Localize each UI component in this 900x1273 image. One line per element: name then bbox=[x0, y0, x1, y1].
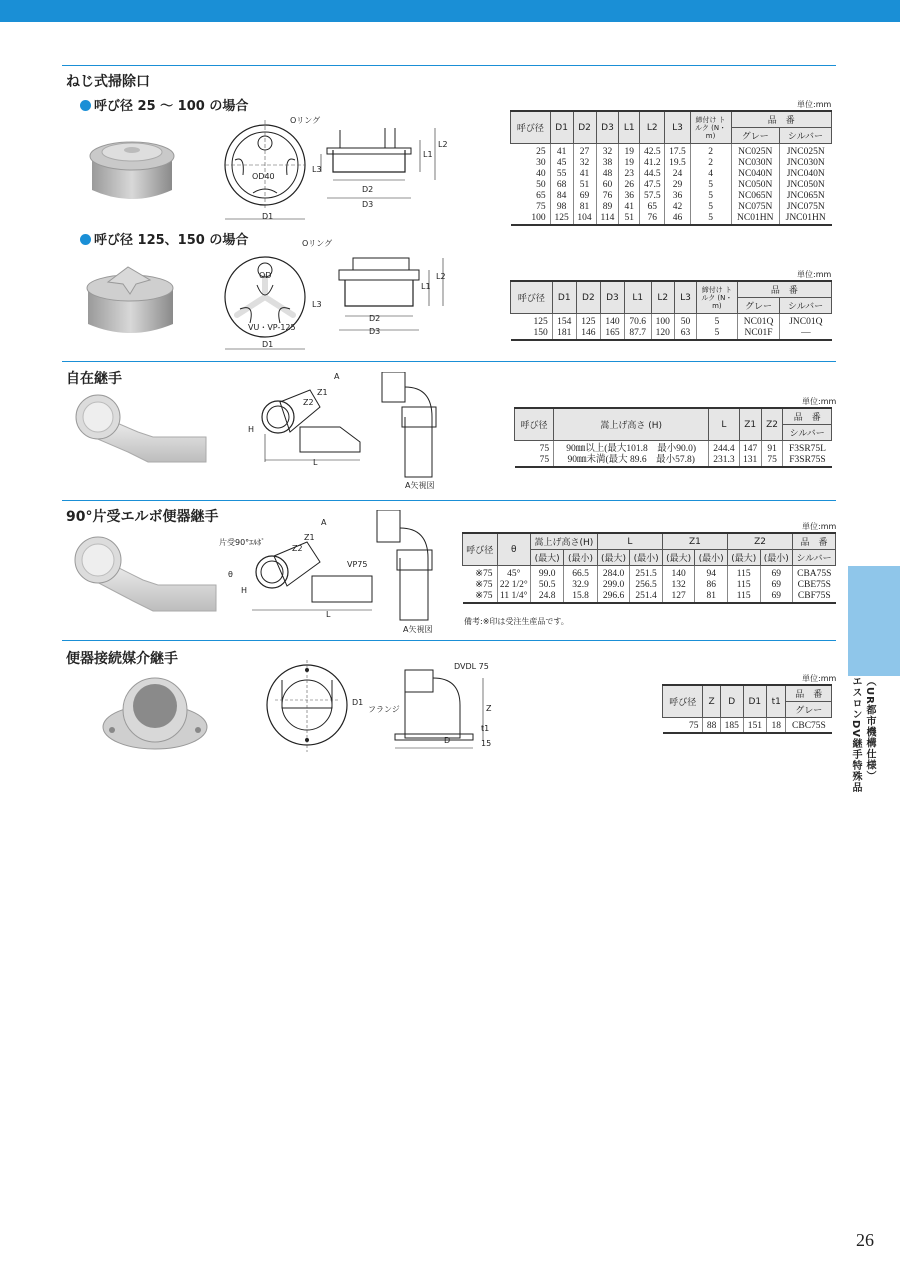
table-cell: 55 bbox=[550, 169, 573, 180]
table-cell: 94 bbox=[695, 566, 728, 581]
th-l3: L3 bbox=[675, 281, 697, 314]
table-cell: — bbox=[780, 328, 832, 340]
th-d1: D1 bbox=[743, 685, 766, 718]
free-joint-drawing bbox=[240, 372, 460, 487]
label-theta: θ bbox=[228, 570, 233, 579]
table-cell: 76 bbox=[596, 191, 619, 202]
th-silver: シルバー bbox=[783, 425, 832, 441]
table-cell: 75 bbox=[539, 455, 550, 465]
table-cell: 68 bbox=[550, 180, 573, 191]
table-cell: 47.5 bbox=[640, 180, 665, 191]
subtitle-25-100 bbox=[80, 95, 248, 114]
table-cell: 38 bbox=[596, 158, 619, 169]
label-oring-1: Oリング bbox=[290, 116, 321, 125]
table-cell: JNC040N bbox=[779, 169, 831, 180]
label-h-1: H bbox=[248, 425, 255, 434]
table-cell: 132 bbox=[662, 580, 695, 591]
table-cell: 18 bbox=[767, 718, 786, 734]
table-row bbox=[511, 144, 832, 159]
th-d: D bbox=[720, 685, 743, 718]
table-cell: 75 bbox=[539, 444, 550, 454]
table-cell: 2 bbox=[690, 158, 731, 169]
table-row bbox=[511, 314, 832, 329]
label-l-2: L bbox=[326, 610, 331, 619]
table-cell: 41 bbox=[573, 169, 596, 180]
th-height: 嵩上げ高さ(H) bbox=[530, 533, 597, 550]
table-cell: 15.8 bbox=[564, 591, 597, 603]
th-d3: D3 bbox=[596, 111, 619, 144]
th-l3: L3 bbox=[665, 111, 690, 144]
table-cell: ※75 bbox=[475, 591, 493, 601]
table-cell: 89 bbox=[596, 202, 619, 213]
table-cell: 50 bbox=[675, 314, 697, 329]
th-z2: Z2 bbox=[727, 533, 792, 550]
table-cell: 24 bbox=[665, 169, 690, 180]
table-cell: 65 bbox=[640, 202, 665, 213]
table-cell: 45 bbox=[550, 158, 573, 169]
table-row bbox=[515, 455, 832, 467]
th-d1: D1 bbox=[552, 281, 576, 314]
table-cell: 50 bbox=[536, 180, 546, 190]
table-cell: JNC075N bbox=[779, 202, 831, 213]
table-cell: 296.6 bbox=[597, 591, 630, 603]
label-d1-b: D1 bbox=[262, 340, 274, 349]
table-cell: 75 bbox=[761, 455, 783, 467]
table-cell: 19 bbox=[619, 144, 640, 159]
th-torque: 締付け トルク (N・m) bbox=[696, 281, 737, 314]
table-cell: 69 bbox=[760, 580, 793, 591]
th-part: 品 番 bbox=[783, 408, 832, 425]
table-cell: 41.2 bbox=[640, 158, 665, 169]
table-cell: 151 bbox=[743, 718, 766, 734]
table-cell: NC01HN bbox=[731, 213, 779, 225]
table-cell: 284.0 bbox=[597, 566, 630, 581]
th-nominal: 呼び径 bbox=[515, 408, 554, 441]
table-cell: 165 bbox=[600, 328, 624, 340]
table-cell: 81 bbox=[695, 591, 728, 603]
table-cell: 140 bbox=[600, 314, 624, 329]
table-cell: 5 bbox=[690, 213, 731, 225]
table-cell: 100 bbox=[651, 314, 675, 329]
table-cell: 60 bbox=[596, 180, 619, 191]
table-cell: ※75 bbox=[475, 580, 493, 590]
th-part: 品 番 bbox=[793, 533, 836, 550]
th-max: (最大) bbox=[530, 550, 563, 566]
table-cell: 26 bbox=[619, 180, 640, 191]
unit-label: 単位:mm bbox=[802, 674, 837, 683]
subtitle-text: 呼び径 125、150 の場合 bbox=[94, 233, 249, 248]
th-d1: D1 bbox=[550, 111, 573, 144]
table-cell: 127 bbox=[662, 591, 695, 603]
table-row bbox=[463, 580, 836, 591]
label-d2-a: D2 bbox=[362, 185, 374, 194]
label-z2-1: Z2 bbox=[303, 398, 314, 407]
table-cell: 30 bbox=[536, 158, 546, 168]
side-tab-subtitle: （UR都市機構仕様） bbox=[864, 676, 875, 782]
table-cell: 46 bbox=[665, 213, 690, 225]
table-cell: 181 bbox=[552, 328, 576, 340]
table-cell: 86 bbox=[695, 580, 728, 591]
table-cell: 5 bbox=[690, 191, 731, 202]
table-cell: 24.8 bbox=[530, 591, 563, 603]
table-cell: 84 bbox=[550, 191, 573, 202]
table-cell: 44.5 bbox=[640, 169, 665, 180]
table-cell: 69 bbox=[760, 591, 793, 603]
label-vp75: VP75 bbox=[347, 560, 368, 569]
cleanout-drawing-plan-1 bbox=[215, 115, 320, 225]
table-cell: 5 bbox=[690, 180, 731, 191]
label-l1-a: L1 bbox=[423, 150, 433, 159]
label-d3-a: D3 bbox=[362, 200, 374, 209]
free-joint-table bbox=[514, 407, 832, 468]
label-l2-b: L2 bbox=[436, 272, 446, 281]
section-divider bbox=[62, 500, 836, 501]
label-z2-2: Z2 bbox=[292, 544, 303, 553]
table-cell: 115 bbox=[727, 591, 760, 603]
table-cell: 25 bbox=[536, 147, 546, 157]
toilet-adapter-photo bbox=[100, 672, 210, 757]
table-row bbox=[663, 718, 832, 734]
th-z1: Z1 bbox=[662, 533, 727, 550]
side-tab bbox=[848, 566, 900, 676]
table-cell: 19.5 bbox=[665, 158, 690, 169]
section-title-elbow: 90°片受エルボ便器継手 bbox=[66, 509, 219, 525]
table-cell: 251.4 bbox=[630, 591, 663, 603]
table-cell: 69 bbox=[573, 191, 596, 202]
table-cell: 100 bbox=[531, 213, 546, 223]
free-joint-photo bbox=[68, 392, 208, 472]
table-cell: NC040N bbox=[731, 169, 779, 180]
cleanout-drawing-elevation-2 bbox=[325, 248, 475, 338]
label-l1-b: L1 bbox=[421, 282, 431, 291]
table-cell: CBA75S bbox=[793, 566, 836, 581]
th-nominal: 呼び径 bbox=[663, 685, 703, 718]
th-part: 品 番 bbox=[786, 685, 832, 702]
table-cell: 115 bbox=[727, 566, 760, 581]
table-cell: NC025N bbox=[731, 144, 779, 159]
th-t1: t1 bbox=[767, 685, 786, 718]
th-min: (最小) bbox=[695, 550, 728, 566]
th-z1: Z1 bbox=[739, 408, 761, 441]
th-l2: L2 bbox=[651, 281, 675, 314]
bullet-icon bbox=[80, 100, 91, 111]
table-row bbox=[511, 180, 832, 191]
label-d2-b: D2 bbox=[369, 314, 381, 323]
table-cell: NC065N bbox=[731, 191, 779, 202]
table-cell: 70.6 bbox=[624, 314, 651, 329]
table-cell: NC050N bbox=[731, 180, 779, 191]
table-cell: NC075N bbox=[731, 202, 779, 213]
table-row bbox=[511, 169, 832, 180]
table-cell: JNC01HN bbox=[779, 213, 831, 225]
table-cell: F3SR75S bbox=[783, 455, 832, 467]
table-cell: 131 bbox=[739, 455, 761, 467]
section-title-free-joint: 自在継手 bbox=[66, 371, 122, 387]
th-nominal: 呼び径 bbox=[511, 111, 551, 144]
label-d1-c: D1 bbox=[352, 698, 364, 707]
table-cell: 125 bbox=[576, 314, 600, 329]
table-cell: 32 bbox=[573, 158, 596, 169]
table-cell: 29 bbox=[665, 180, 690, 191]
table-cell: 40 bbox=[536, 169, 546, 179]
table-cell: JNC065N bbox=[779, 191, 831, 202]
table-cell: 125 bbox=[533, 317, 548, 327]
side-tab-title: エスロンDV継手特殊品 bbox=[850, 676, 861, 794]
table-cell: 104 bbox=[573, 213, 596, 225]
table-cell: F3SR75L bbox=[783, 441, 832, 456]
label-z: Z bbox=[486, 704, 492, 713]
table-cell: NC01Q bbox=[737, 314, 779, 329]
table-cell: 65 bbox=[536, 191, 546, 201]
cleanout-table-2 bbox=[510, 280, 832, 341]
table-cell: 27 bbox=[573, 144, 596, 159]
label-h-2: H bbox=[241, 586, 248, 595]
table-cell: 76 bbox=[640, 213, 665, 225]
table-cell: 91 bbox=[761, 441, 783, 456]
section-divider bbox=[62, 65, 836, 66]
elbow-drawing bbox=[232, 510, 462, 630]
th-z: Z bbox=[703, 685, 720, 718]
label-a-2: A bbox=[321, 518, 327, 527]
th-d2: D2 bbox=[573, 111, 596, 144]
elbow-photo bbox=[68, 535, 218, 615]
table-cell: 75 bbox=[536, 202, 546, 212]
table-cell: 2 bbox=[690, 144, 731, 159]
th-gray: グレー bbox=[731, 128, 779, 144]
th-silver: シルバー bbox=[793, 550, 836, 566]
th-z2: Z2 bbox=[761, 408, 783, 441]
table-row bbox=[515, 441, 832, 456]
table-cell: NC030N bbox=[731, 158, 779, 169]
page-number: 26 bbox=[856, 1230, 874, 1250]
label-view-1: A矢視図 bbox=[405, 481, 435, 490]
table-cell: 36 bbox=[619, 191, 640, 202]
label-dvdl: DVDL 75 bbox=[454, 662, 489, 671]
table-cell: 98 bbox=[550, 202, 573, 213]
section-divider bbox=[62, 361, 836, 362]
table-cell: 90㎜以上(最大101.8 最小90.0) bbox=[554, 441, 709, 456]
th-d3: D3 bbox=[600, 281, 624, 314]
table-cell: 41 bbox=[550, 144, 573, 159]
table-row bbox=[511, 202, 832, 213]
table-row bbox=[511, 328, 832, 340]
table-cell: 150 bbox=[533, 328, 548, 338]
table-cell: 11 1/4° bbox=[497, 591, 530, 603]
table-cell: 114 bbox=[596, 213, 619, 225]
table-cell: JNC030N bbox=[779, 158, 831, 169]
label-l3-a: L3 bbox=[312, 165, 322, 174]
label-vu-vp: VU・VP-125 bbox=[248, 323, 296, 332]
table-cell: 69 bbox=[760, 566, 793, 581]
th-min: (最小) bbox=[760, 550, 793, 566]
table-cell: 231.3 bbox=[709, 455, 739, 467]
table-row bbox=[511, 158, 832, 169]
table-cell: 154 bbox=[552, 314, 576, 329]
table-cell: 57.5 bbox=[640, 191, 665, 202]
th-silver: シルバー bbox=[780, 298, 832, 314]
table-cell: NC01F bbox=[737, 328, 779, 340]
label-d1-a: D1 bbox=[262, 212, 274, 221]
th-part: 品 番 bbox=[737, 281, 831, 298]
table-cell: 17.5 bbox=[665, 144, 690, 159]
unit-label: 単位:mm bbox=[797, 100, 832, 109]
table-cell: 51 bbox=[573, 180, 596, 191]
subtitle-text: 呼び径 25 ～ 100 の場合 bbox=[94, 99, 249, 114]
table-cell: 120 bbox=[651, 328, 675, 340]
toilet-adapter-table bbox=[662, 684, 832, 734]
table-cell: 251.5 bbox=[630, 566, 663, 581]
th-max: (最大) bbox=[597, 550, 630, 566]
top-color-bar bbox=[0, 0, 900, 22]
th-gray: グレー bbox=[737, 298, 779, 314]
th-d2: D2 bbox=[576, 281, 600, 314]
unit-label: 単位:mm bbox=[797, 270, 832, 279]
label-a-1: A bbox=[334, 372, 340, 381]
table-cell: 147 bbox=[739, 441, 761, 456]
table-cell: 99.0 bbox=[530, 566, 563, 581]
cleanout-drawing-elevation-1 bbox=[315, 120, 475, 210]
table-cell: 4 bbox=[690, 169, 731, 180]
th-min: (最小) bbox=[630, 550, 663, 566]
th-silver: シルバー bbox=[779, 128, 831, 144]
table-cell: 48 bbox=[596, 169, 619, 180]
label-od40: OD40 bbox=[252, 172, 275, 181]
table-row bbox=[463, 591, 836, 603]
section-divider bbox=[62, 640, 836, 641]
table-cell: 87.7 bbox=[624, 328, 651, 340]
section-title-toilet-adapter: 便器接続媒介継手 bbox=[66, 651, 178, 667]
table-cell: 88 bbox=[703, 718, 720, 734]
table-cell: 66.5 bbox=[564, 566, 597, 581]
table-row bbox=[511, 191, 832, 202]
unit-label: 単位:mm bbox=[802, 522, 837, 531]
table-cell: 23 bbox=[619, 169, 640, 180]
table-cell: 32.9 bbox=[564, 580, 597, 591]
table-cell: JNC050N bbox=[779, 180, 831, 191]
label-od: OD bbox=[259, 271, 272, 280]
table-cell: 90㎜未満(最大 89.6 最小57.8) bbox=[554, 455, 709, 467]
table-cell: 125 bbox=[550, 213, 573, 225]
th-torque: 締付け トルク (N・m) bbox=[690, 111, 731, 144]
cleanout-table-1 bbox=[510, 110, 832, 226]
label-z1-2: Z1 bbox=[304, 533, 315, 542]
table-cell: 22 1/2° bbox=[497, 580, 530, 591]
label-d: D bbox=[444, 736, 451, 745]
bullet-icon bbox=[80, 234, 91, 245]
label-elbow-90: 片受90°ｴﾙﾎﾞ bbox=[219, 538, 266, 547]
table-cell: 5 bbox=[696, 328, 737, 340]
label-view-2: A矢視図 bbox=[403, 625, 433, 634]
th-max: (最大) bbox=[662, 550, 695, 566]
th-max: (最大) bbox=[727, 550, 760, 566]
th-l1: L1 bbox=[619, 111, 640, 144]
table-cell: 32 bbox=[596, 144, 619, 159]
cleanout-photo-large bbox=[78, 262, 183, 342]
th-gray: グレー bbox=[786, 702, 832, 718]
th-l: L bbox=[709, 408, 739, 441]
th-l1: L1 bbox=[624, 281, 651, 314]
table-cell: CBC75S bbox=[786, 718, 832, 734]
table-cell: JNC01Q bbox=[780, 314, 832, 329]
th-l2: L2 bbox=[640, 111, 665, 144]
label-t1: t1 bbox=[481, 724, 490, 733]
th-theta: θ bbox=[497, 533, 530, 566]
table-cell: ※75 bbox=[475, 569, 493, 579]
table-row bbox=[463, 566, 836, 581]
label-oring-2: Oリング bbox=[302, 239, 333, 248]
table-cell: 115 bbox=[727, 580, 760, 591]
label-l2-a: L2 bbox=[438, 140, 448, 149]
table-cell: JNC025N bbox=[779, 144, 831, 159]
table-cell: 19 bbox=[619, 158, 640, 169]
table-cell: 81 bbox=[573, 202, 596, 213]
table-cell: 5 bbox=[690, 202, 731, 213]
table-cell: 42 bbox=[665, 202, 690, 213]
table-cell: 5 bbox=[696, 314, 737, 329]
th-min: (最小) bbox=[564, 550, 597, 566]
table-cell: 63 bbox=[675, 328, 697, 340]
label-flange: フランジ bbox=[368, 705, 400, 714]
elbow-note: 備考:※印は受注生産品です。 bbox=[464, 617, 569, 626]
label-l-1: L bbox=[313, 458, 318, 467]
table-cell: CBE75S bbox=[793, 580, 836, 591]
table-cell: CBF75S bbox=[793, 591, 836, 603]
label-l3-b: L3 bbox=[312, 300, 322, 309]
table-cell: 41 bbox=[619, 202, 640, 213]
table-cell: 185 bbox=[720, 718, 743, 734]
th-l: L bbox=[597, 533, 662, 550]
cleanout-drawing-plan-2 bbox=[215, 245, 320, 355]
th-part: 品 番 bbox=[731, 111, 831, 128]
th-nominal: 呼び径 bbox=[463, 533, 498, 566]
th-height: 嵩上げ高さ (H) bbox=[554, 408, 709, 441]
table-cell: 50.5 bbox=[530, 580, 563, 591]
table-cell: 256.5 bbox=[630, 580, 663, 591]
table-cell: 42.5 bbox=[640, 144, 665, 159]
table-cell: 299.0 bbox=[597, 580, 630, 591]
elbow-table bbox=[462, 532, 836, 604]
table-row bbox=[511, 213, 832, 225]
table-cell: 45° bbox=[497, 566, 530, 581]
table-cell: 146 bbox=[576, 328, 600, 340]
th-nominal: 呼び径 bbox=[511, 281, 553, 314]
unit-label: 単位:mm bbox=[802, 397, 837, 406]
label-z1-1: Z1 bbox=[317, 388, 328, 397]
label-15: 15 bbox=[481, 739, 492, 748]
table-cell: 140 bbox=[662, 566, 695, 581]
table-cell: 36 bbox=[665, 191, 690, 202]
table-cell: 75 bbox=[688, 721, 699, 731]
label-d3-b: D3 bbox=[369, 327, 381, 336]
table-cell: 51 bbox=[619, 213, 640, 225]
table-cell: 244.4 bbox=[709, 441, 739, 456]
section-title-cleanout: ねじ式掃除口 bbox=[66, 74, 150, 90]
cleanout-photo-small bbox=[82, 128, 182, 208]
